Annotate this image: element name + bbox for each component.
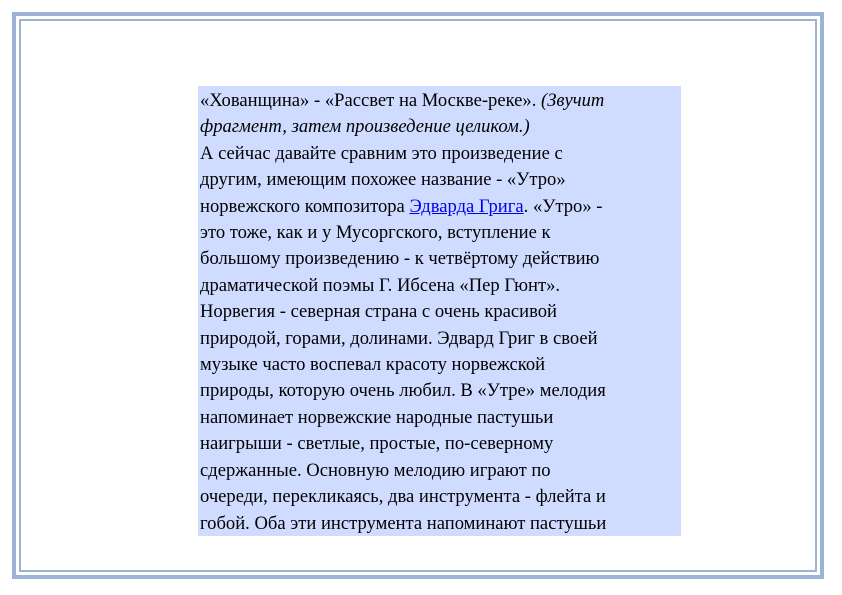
text-line-11: музыке часто воспевал красоту норвежской [200,354,546,376]
text-line-14: наигрыши - светлые, простые, по-северному [200,433,554,455]
lesson-text-block [198,86,681,536]
text-line-5 [200,194,681,220]
text-line-10: природой, горами, долинами. Эдвард Григ в своей [200,327,598,349]
grieg-link[interactable]: Эдварда Грига [409,195,524,217]
text-line-17: гобой. Оба эти инструмента напоминают пастушьи [200,512,607,534]
text-line-7: большому произведению - к четвёртому действию [200,248,600,270]
text-line-2: фрагмент, затем произведение целиком.) [200,116,530,138]
text-line-3: А сейчас давайте сравним это произведение с [200,142,563,164]
text-line-4: другим, имеющим похожее название - «Утро» [200,169,566,191]
text-line-15: сдержанные. Основную мелодию играют по [200,459,551,481]
text-line-13: напоминает норвежские народные пастушьи [200,406,554,428]
text-line-6: это тоже, как и у Мусоргского, вступление к [200,222,551,244]
text-line-5-pre: норвежского композитора [200,195,410,217]
text-line-5-post: . «Утро» - [523,195,603,217]
text-line-8: драматической поэмы Г. Ибсена «Пер Гюнт». [200,274,561,296]
text-line-1-normal: «Хованщина» - «Рассвет на Москве-реке». [200,90,541,111]
text-line-1 [200,88,681,114]
text-line-12: природы, которую очень любил. В «Утре» мелодия [200,380,606,402]
text-line-9: Норвегия - северная страна с очень красивой [200,301,558,323]
text-line-1-italic: (Звучит [541,90,605,111]
text-line-16: очереди, перекликаясь, два инструмента - флейта и [200,486,606,508]
